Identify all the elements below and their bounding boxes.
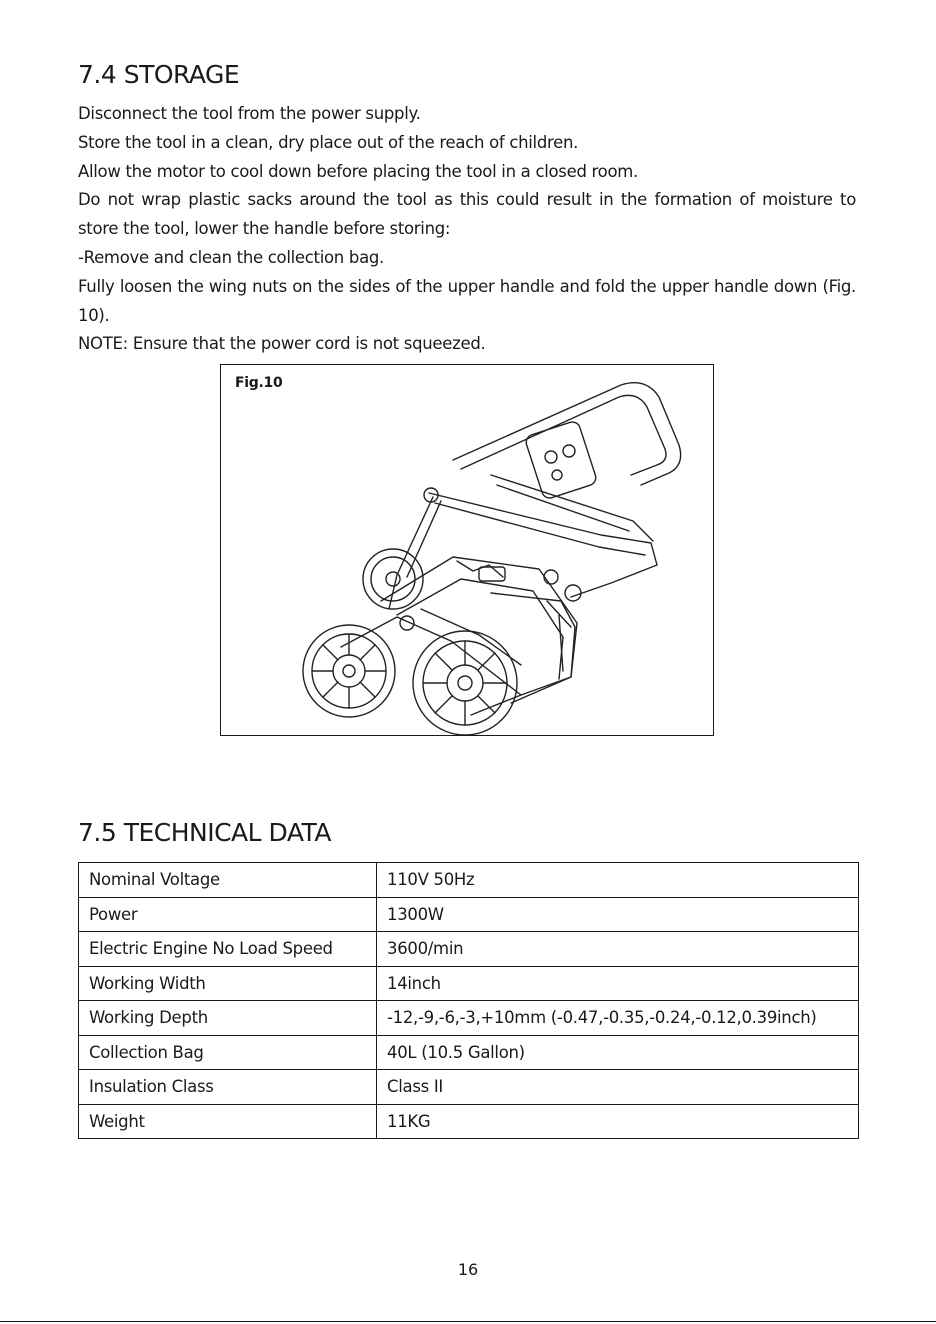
storage-note: NOTE: Ensure that the power cord is not squeezed. — [78, 334, 486, 354]
storage-heading: 7.4 STORAGE — [78, 60, 240, 89]
table-row — [79, 966, 859, 1001]
spec-label: Electric Engine No Load Speed — [79, 932, 377, 967]
spec-value: 11KG — [377, 1104, 859, 1139]
spec-label: Power — [79, 897, 377, 932]
spec-label: Working Depth — [79, 1001, 377, 1036]
storage-line: Do not wrap plastic sacks around the tool as this could result in the formation of moisture to store the tool, lower the handle before storing: — [78, 190, 856, 239]
table-row — [79, 897, 859, 932]
spec-label: Collection Bag — [79, 1035, 377, 1070]
page-bottom-rule — [0, 1321, 936, 1322]
figure-label: Fig.10 — [235, 375, 283, 391]
table-row — [79, 863, 859, 898]
table-row — [79, 932, 859, 967]
spec-value: Class II — [377, 1070, 859, 1105]
storage-line: Fully loosen the wing nuts on the sides of the upper handle and fold the upper handle down (Fig. 10). — [78, 276, 856, 325]
table-row — [79, 1001, 859, 1036]
spec-label: Nominal Voltage — [79, 863, 377, 898]
technical-data-table — [78, 862, 859, 1139]
table-row — [79, 1070, 859, 1105]
spec-value: 14inch — [377, 966, 859, 1001]
scarifier-folded-handle-illustration — [221, 365, 714, 736]
spec-value: 40L (10.5 Gallon) — [377, 1035, 859, 1070]
table-row — [79, 1104, 859, 1139]
page-number: 16 — [457, 1260, 479, 1279]
storage-instructions — [78, 100, 856, 359]
figure-10 — [220, 364, 714, 736]
spec-value: 110V 50Hz — [377, 863, 859, 898]
spec-value: 1300W — [377, 897, 859, 932]
spec-label: Insulation Class — [79, 1070, 377, 1105]
storage-line: Allow the motor to cool down before placing the tool in a closed room. — [78, 161, 638, 181]
spec-label: Working Width — [79, 966, 377, 1001]
table-row — [79, 1035, 859, 1070]
storage-line: Disconnect the tool from the power supply. — [78, 104, 421, 123]
spec-label: Weight — [79, 1104, 377, 1139]
storage-line: Store the tool in a clean, dry place out of the reach of children. — [78, 132, 579, 152]
spec-value: 3600/min — [377, 932, 859, 967]
storage-line: -Remove and clean the collection bag. — [78, 247, 385, 267]
spec-value: -12,-9,-6,-3,+10mm (-0.47,-0.35,-0.24,-0.12,0.39inch) — [377, 1001, 859, 1036]
technical-data-heading: 7.5 TECHNICAL DATA — [78, 818, 331, 847]
